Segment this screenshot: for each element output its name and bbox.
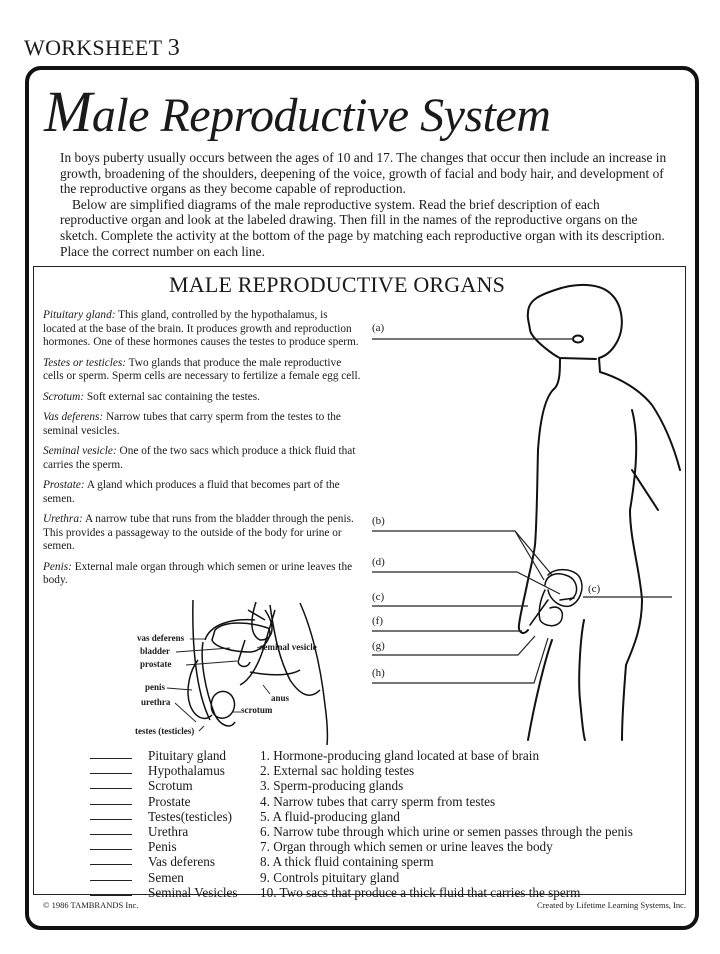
matching-description: 3. Sperm-producing glands <box>260 778 404 794</box>
sketch-answer-b[interactable] <box>385 516 505 530</box>
matching-row <box>90 854 633 869</box>
sketch-answer-c-left[interactable] <box>385 591 505 605</box>
matching-description: 9. Controls pituitary gland <box>260 869 400 885</box>
matching-term: Testes(testicles) <box>148 808 233 824</box>
sketch-label-d: (d) <box>372 556 385 568</box>
definition-text: A narrow tube that runs from the bladder through the penis. This provides a passageway to the outside of the body for urine or semen. <box>43 513 354 552</box>
matching-description: 10. Two sacs that produce a thick fluid that carries the sperm <box>260 884 581 900</box>
matching-term: Pituitary gland <box>148 748 227 763</box>
label-prostate: prostate <box>140 659 172 669</box>
answer-blank[interactable] <box>90 870 132 881</box>
sketch-label-h: (h) <box>372 667 385 679</box>
matching-term: Urethra <box>148 823 189 839</box>
label-urethra: urethra <box>141 697 171 707</box>
intro-text <box>60 150 670 259</box>
section-title-text: MALE REPRODUCTIVE ORGANS <box>168 272 506 297</box>
matching-term: Penis <box>148 839 177 855</box>
definition-item <box>43 411 363 438</box>
worksheet-number: 3 <box>167 35 181 61</box>
matching-description: 5. A fluid-producing gland <box>260 808 400 824</box>
definition-term: Prostate: <box>43 479 85 491</box>
definition-term: Testes or testicles: <box>43 356 127 369</box>
matching-description: 4. Narrow tubes that carry sperm from testes <box>260 793 496 809</box>
label-testes: testes (testicles) <box>135 726 195 736</box>
intro-paragraph-2: Below are simplified diagrams of the male reproductive system. Read the brief description of each reproductive organ and look at the labeled drawing. Then fill in the names of the reproductive organs on the sketch. Complete the activity at the bottom of the page by matching each reproductive organ with its description. Place the correct number on each line. <box>60 196 665 259</box>
label-vas-deferens: vas deferens <box>137 633 185 643</box>
definition-item <box>43 561 363 588</box>
title-initial: M <box>44 79 92 144</box>
matching-row <box>90 763 633 778</box>
section-title <box>0 272 720 298</box>
sketch-label-g: (g) <box>372 640 385 652</box>
sketch-answer-h[interactable] <box>385 668 505 682</box>
matching-term: Prostate <box>148 793 191 809</box>
sketch-label-c-right: (c) <box>588 583 601 595</box>
definition-item <box>43 513 363 554</box>
matching-row <box>90 794 633 809</box>
definition-text: External male organ through which semen or urine leaves the body. <box>43 560 353 586</box>
definition-text: Soft external sac containing the testes. <box>84 390 260 403</box>
definition-item <box>43 479 363 506</box>
intro-paragraph-1: In boys puberty usually occurs between the ages of 10 and 17. The changes that occur then include an increase in growth, broadening of the shoulders, deepening of the voice, growth of facial and body hair, and development of the reproductive organs as they become capable of reproduction. <box>60 150 667 197</box>
matching-row <box>90 839 633 854</box>
answer-blank[interactable] <box>90 824 132 835</box>
definition-term: Seminal vesicle: <box>43 445 117 457</box>
sketch-label-a: (a) <box>372 322 385 334</box>
definition-text: A gland which produces a fluid that becomes part of the semen. <box>43 479 340 505</box>
matching-description: 8. A thick fluid containing sperm <box>260 854 434 870</box>
definition-text: This gland, controlled by the hypothalamus, is located at the base of the brain. It produces growth and reproduction hormones. One of these hormones causes the testes to produce sperm. <box>43 309 359 348</box>
matching-term: Vas deferens <box>148 854 216 870</box>
matching-description: 6. Narrow tube through which urine or semen passes through the penis <box>260 823 633 839</box>
answer-blank[interactable] <box>90 763 132 774</box>
label-scrotum: scrotum <box>241 705 273 715</box>
matching-row <box>90 824 633 839</box>
sketch-answer-c-right[interactable] <box>600 582 670 596</box>
label-anus: anus <box>271 693 290 703</box>
matching-row <box>90 809 633 824</box>
answer-blank[interactable] <box>90 794 132 805</box>
matching-row <box>90 885 633 900</box>
matching-description: 7. Organ through which semen or urine leaves the body <box>260 839 553 855</box>
worksheet-label <box>24 35 180 62</box>
matching-row <box>90 778 633 793</box>
sketch-label-f: (f) <box>372 615 383 627</box>
sketch-answer-g[interactable] <box>385 640 505 654</box>
definition-term: Penis: <box>43 560 72 573</box>
sketch-label-c-left: (c) <box>372 591 385 603</box>
title-rest: ale Reproductive System <box>91 89 551 142</box>
copyright-notice: © 1986 TAMBRANDS Inc. <box>43 900 139 910</box>
definition-item <box>43 391 363 405</box>
matching-description: 2. External sac holding testes <box>260 763 415 779</box>
definition-term: Pituitary gland: <box>43 309 116 321</box>
answer-blank[interactable] <box>90 885 132 896</box>
matching-term: Semen <box>148 869 184 885</box>
definition-item <box>43 309 363 350</box>
definitions-list <box>43 309 363 595</box>
answer-blank[interactable] <box>90 809 132 820</box>
answer-blank[interactable] <box>90 854 132 865</box>
worksheet-label-text: WORKSHEET <box>24 35 162 60</box>
credit-notice: Created by Lifetime Learning Systems, Inc. <box>537 900 686 910</box>
page-title <box>44 78 550 145</box>
matching-term: Scrotum <box>148 778 193 794</box>
matching-term: Seminal Vesicles <box>148 884 238 900</box>
answer-blank[interactable] <box>90 778 132 789</box>
sketch-answer-d[interactable] <box>385 557 505 571</box>
matching-row <box>90 748 633 763</box>
definition-item <box>43 357 363 384</box>
sketch-answer-a[interactable] <box>385 324 565 338</box>
answer-blank[interactable] <box>90 839 132 850</box>
definition-text: Narrow tubes that carry sperm from the testes to the seminal vesicles. <box>43 411 341 437</box>
definition-term: Scrotum: <box>43 390 84 403</box>
definition-item <box>43 445 363 472</box>
matching-description: 1. Hormone-producing gland located at base of brain <box>260 748 540 763</box>
matching-activity <box>90 748 633 900</box>
label-seminal-vesicle: seminal vesicle <box>260 642 317 652</box>
definition-text: One of the two sacs which produce a thick fluid that carries the sperm. <box>43 445 356 471</box>
label-bladder: bladder <box>140 646 171 656</box>
definition-text: Two glands that produce the male reproductive cells or sperm. Sperm cells are necessary to fertilize a female egg cell. <box>43 356 361 382</box>
answer-blank[interactable] <box>90 748 132 759</box>
definition-term: Vas deferens: <box>43 411 104 423</box>
matching-row <box>90 870 633 885</box>
sketch-label-b: (b) <box>372 515 385 527</box>
label-penis: penis <box>145 682 166 692</box>
matching-term: Hypothalamus <box>148 763 225 779</box>
sketch-answer-f[interactable] <box>385 616 505 630</box>
definition-term: Urethra: <box>43 513 83 525</box>
